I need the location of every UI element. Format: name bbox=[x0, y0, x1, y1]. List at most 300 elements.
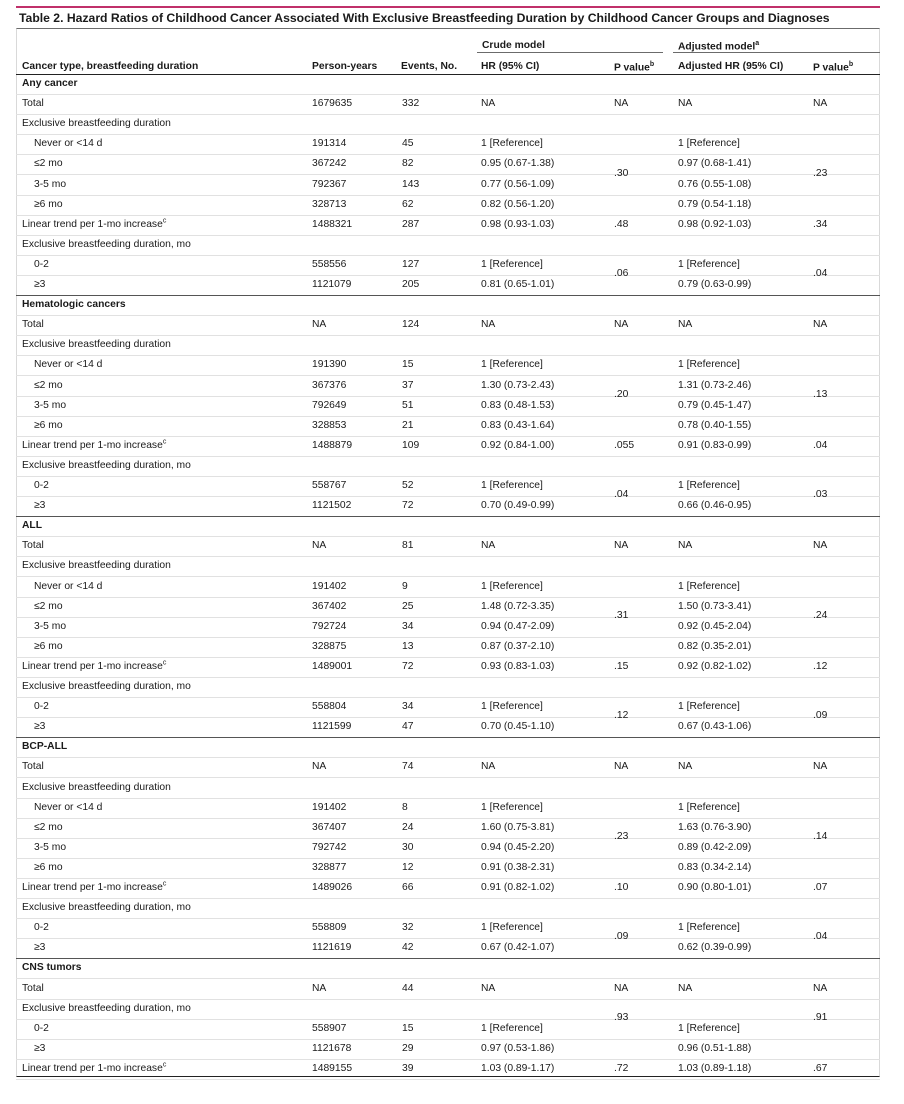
events-cell: 39 bbox=[402, 1062, 414, 1074]
merged-p-value: .06 bbox=[614, 268, 629, 279]
row-label-text: Total bbox=[22, 761, 44, 773]
footnote-marker: c bbox=[162, 438, 167, 446]
table-row bbox=[16, 898, 880, 919]
row-label-text: 0-2 bbox=[34, 480, 49, 491]
person-years-cell: 792649 bbox=[312, 399, 347, 411]
events-cell: 66 bbox=[402, 882, 414, 893]
events-cell: 34 bbox=[402, 701, 414, 713]
row-label bbox=[34, 721, 45, 732]
section-heading bbox=[22, 520, 42, 531]
p-value-cell: .15 bbox=[614, 660, 629, 672]
adjusted-hr-cell: 1.63 (0.76-3.90) bbox=[678, 821, 752, 833]
crude-group-rule bbox=[477, 52, 663, 53]
adjusted-p-value-cell: .04 bbox=[813, 439, 828, 451]
adjusted-hr-cell: 1 [Reference] bbox=[678, 922, 740, 934]
hr-cell: 0.77 (0.56-1.09) bbox=[481, 178, 555, 190]
row-label-text: ≥6 mo bbox=[34, 640, 63, 652]
events-cell: 124 bbox=[402, 319, 420, 331]
table-row bbox=[16, 175, 880, 196]
adjusted-hr-cell: 0.90 (0.80-1.01) bbox=[678, 882, 752, 893]
p-value-cell: NA bbox=[614, 319, 629, 331]
hr-cell: 0.87 (0.37-2.10) bbox=[481, 640, 555, 652]
footnote-marker: c bbox=[162, 1061, 167, 1069]
row-label-text: Linear trend per 1-mo increase bbox=[22, 1062, 163, 1074]
events-cell: 34 bbox=[402, 620, 414, 632]
footnote-marker: c bbox=[162, 217, 167, 225]
row-label bbox=[22, 761, 44, 772]
section-heading bbox=[22, 78, 78, 89]
row-label-text: ≤2 mo bbox=[34, 379, 63, 391]
row-label-text: Never or <14 d bbox=[34, 801, 103, 813]
merged-adjusted-p-value: .24 bbox=[813, 609, 828, 621]
hr-cell: 1.48 (0.72-3.35) bbox=[481, 600, 555, 612]
row-label bbox=[22, 560, 171, 571]
row-label-text: Never or <14 d bbox=[34, 138, 103, 150]
row-label bbox=[34, 1043, 45, 1054]
adjusted-hr-cell: 0.79 (0.54-1.18) bbox=[678, 198, 752, 210]
table-row bbox=[16, 818, 880, 839]
row-label-text: CNS tumors bbox=[22, 962, 82, 974]
row-label bbox=[34, 701, 49, 712]
events-cell: 24 bbox=[402, 821, 414, 833]
p-value-cell: .72 bbox=[614, 1062, 629, 1074]
p-value-cell: .055 bbox=[614, 439, 635, 451]
row-label-text: ≤2 mo bbox=[34, 600, 63, 612]
header-events: Events, No. bbox=[401, 61, 458, 72]
table-row bbox=[16, 456, 880, 477]
row-label bbox=[22, 902, 191, 913]
person-years-cell: 367242 bbox=[312, 158, 347, 170]
person-years-cell: 191390 bbox=[312, 359, 347, 371]
merged-p-value: .20 bbox=[614, 388, 629, 400]
hr-cell: 1 [Reference] bbox=[481, 258, 543, 270]
header-person-years: Person-years bbox=[312, 61, 378, 72]
adjusted-hr-cell: 1 [Reference] bbox=[678, 480, 740, 491]
row-label-text: Total bbox=[22, 319, 44, 331]
adjusted-hr-cell: 0.79 (0.63-0.99) bbox=[678, 279, 752, 290]
row-label-text: Exclusive breastfeeding duration bbox=[22, 118, 171, 130]
person-years-cell: 328875 bbox=[312, 640, 347, 652]
row-label-text: Total bbox=[22, 98, 44, 110]
adjusted-hr-cell: 1.31 (0.73-2.46) bbox=[678, 379, 752, 391]
person-years-cell: 558809 bbox=[312, 922, 347, 934]
merged-adjusted-p-value: .23 bbox=[813, 167, 828, 179]
person-years-cell: 1679635 bbox=[312, 98, 353, 110]
p-value-cell: .10 bbox=[614, 882, 629, 893]
row-label-text: 3-5 mo bbox=[34, 399, 67, 411]
events-cell: 109 bbox=[402, 439, 420, 451]
adjusted-p-value-cell: NA bbox=[813, 761, 828, 773]
row-label bbox=[22, 440, 166, 451]
row-label bbox=[34, 862, 63, 873]
row-label-text: Exclusive breastfeeding duration, mo bbox=[22, 459, 191, 471]
row-label bbox=[22, 239, 191, 250]
events-cell: 30 bbox=[402, 841, 414, 853]
merged-adjusted-p-value: .09 bbox=[813, 710, 828, 722]
adjusted-hr-cell: 0.67 (0.43-1.06) bbox=[678, 721, 752, 733]
row-label-text: ≤2 mo bbox=[34, 158, 63, 170]
person-years-cell: 1121678 bbox=[312, 1042, 352, 1054]
row-label-text: Linear trend per 1-mo increase bbox=[22, 218, 163, 230]
row-label bbox=[34, 158, 63, 169]
adjusted-p-value-cell: NA bbox=[813, 319, 828, 331]
events-cell: 44 bbox=[402, 982, 414, 994]
person-years-cell: 558767 bbox=[312, 480, 347, 491]
adjusted-group-rule bbox=[673, 52, 880, 53]
header-cancer-type: Cancer type, breastfeeding duration bbox=[22, 61, 199, 72]
row-label bbox=[22, 319, 44, 330]
adjusted-hr-cell: 0.98 (0.92-1.03) bbox=[678, 218, 752, 230]
table-row bbox=[16, 938, 880, 959]
row-label-text: Hematologic cancers bbox=[22, 299, 126, 311]
person-years-cell: 1121619 bbox=[312, 942, 352, 954]
table-row bbox=[16, 858, 880, 879]
person-years-cell: 328877 bbox=[312, 861, 347, 873]
person-years-cell: NA bbox=[312, 982, 327, 994]
row-label-text: Linear trend per 1-mo increase bbox=[22, 439, 163, 451]
table-row bbox=[16, 516, 880, 537]
row-label bbox=[22, 661, 166, 672]
adjusted-hr-cell: 0.62 (0.39-0.99) bbox=[678, 942, 752, 954]
table-row bbox=[16, 637, 880, 658]
adjusted-hr-cell: 0.66 (0.46-0.95) bbox=[678, 500, 752, 512]
events-cell: 72 bbox=[402, 500, 414, 512]
events-cell: 37 bbox=[402, 379, 414, 391]
hr-cell: 1.60 (0.75-3.81) bbox=[481, 821, 555, 833]
row-label-text: Total bbox=[22, 540, 44, 552]
events-cell: 25 bbox=[402, 600, 414, 612]
table-row bbox=[16, 536, 880, 557]
table-row bbox=[16, 416, 880, 437]
table-row bbox=[16, 757, 880, 778]
hr-cell: NA bbox=[481, 540, 496, 552]
adjusted-hr-cell: 1 [Reference] bbox=[678, 359, 740, 371]
person-years-cell: 1121599 bbox=[312, 721, 352, 733]
table-row bbox=[16, 376, 880, 397]
row-label bbox=[22, 219, 166, 230]
person-years-cell: 191314 bbox=[312, 138, 347, 150]
person-years-cell: 1121502 bbox=[312, 500, 352, 512]
events-cell: 47 bbox=[402, 721, 414, 733]
person-years-cell: 1121079 bbox=[312, 279, 352, 290]
adjusted-hr-cell: NA bbox=[678, 319, 693, 331]
merged-p-value: .04 bbox=[614, 489, 629, 501]
hr-cell: NA bbox=[481, 761, 496, 773]
table-row bbox=[16, 315, 880, 336]
hr-cell: 0.82 (0.56-1.20) bbox=[481, 198, 555, 210]
table-row bbox=[16, 958, 880, 979]
row-label bbox=[22, 1003, 191, 1014]
table-row bbox=[16, 335, 880, 356]
events-cell: 81 bbox=[402, 540, 414, 552]
header-adjusted-model: Adjusted model$^a$ bbox=[678, 40, 760, 53]
adjusted-hr-cell: 0.79 (0.45-1.47) bbox=[678, 399, 752, 411]
adjusted-hr-cell: 0.91 (0.83-0.99) bbox=[678, 439, 752, 451]
hr-cell: 1 [Reference] bbox=[481, 701, 543, 713]
person-years-cell: 328713 bbox=[312, 198, 347, 210]
adjusted-p-value-cell: .34 bbox=[813, 218, 828, 230]
row-label-text: ≥6 mo bbox=[34, 419, 63, 431]
row-label bbox=[22, 681, 191, 692]
events-cell: 9 bbox=[402, 580, 408, 592]
adjusted-hr-cell: 0.76 (0.55-1.08) bbox=[678, 178, 752, 190]
table-row bbox=[16, 979, 880, 1000]
merged-adjusted-p-value: .13 bbox=[813, 388, 828, 400]
hr-cell: 0.93 (0.83-1.03) bbox=[481, 660, 555, 672]
events-cell: 45 bbox=[402, 138, 414, 150]
row-label-text: 3-5 mo bbox=[34, 620, 67, 632]
hr-cell: 0.67 (0.42-1.07) bbox=[481, 942, 555, 954]
row-label bbox=[34, 581, 102, 592]
row-label bbox=[34, 942, 45, 953]
hr-cell: 1 [Reference] bbox=[481, 359, 543, 371]
hr-cell: 1 [Reference] bbox=[481, 1022, 543, 1034]
adjusted-hr-cell: 1 [Reference] bbox=[678, 801, 740, 813]
hr-cell: 0.91 (0.82-1.02) bbox=[481, 882, 555, 893]
table-row bbox=[16, 355, 880, 376]
person-years-cell: 558556 bbox=[312, 258, 347, 270]
row-label bbox=[34, 359, 102, 370]
p-value-cell: .48 bbox=[614, 218, 629, 230]
events-cell: 51 bbox=[402, 399, 414, 411]
person-years-cell: 191402 bbox=[312, 801, 347, 813]
table-row bbox=[16, 1059, 880, 1080]
person-years-cell: 1488879 bbox=[312, 439, 353, 451]
adjusted-hr-cell: 0.92 (0.82-1.02) bbox=[678, 660, 752, 672]
header-hr: HR (95% CI) bbox=[481, 61, 540, 72]
row-label bbox=[34, 279, 45, 290]
events-cell: 143 bbox=[402, 178, 420, 190]
events-cell: 21 bbox=[402, 419, 414, 431]
events-cell: 8 bbox=[402, 801, 408, 813]
adjusted-hr-cell: 0.97 (0.68-1.41) bbox=[678, 158, 752, 170]
table-row bbox=[16, 717, 880, 738]
adjusted-hr-cell: 0.92 (0.45-2.04) bbox=[678, 620, 752, 632]
adjusted-hr-cell: 0.89 (0.42-2.09) bbox=[678, 841, 752, 853]
footnote-marker: c bbox=[162, 880, 167, 888]
table-row bbox=[16, 235, 880, 256]
hr-cell: 1 [Reference] bbox=[481, 480, 543, 491]
table-row bbox=[16, 295, 880, 316]
row-label bbox=[22, 782, 171, 793]
hr-cell: 1.30 (0.73-2.43) bbox=[481, 379, 555, 391]
person-years-cell: 191402 bbox=[312, 580, 347, 592]
merged-adjusted-p-value: .91 bbox=[813, 1011, 828, 1023]
person-years-cell: 558804 bbox=[312, 701, 347, 713]
hr-cell: 0.70 (0.49-0.99) bbox=[481, 500, 555, 512]
events-cell: 205 bbox=[402, 279, 420, 290]
table-row bbox=[16, 597, 880, 618]
p-value-cell: NA bbox=[614, 98, 629, 110]
events-cell: 29 bbox=[402, 1042, 414, 1054]
adjusted-hr-cell: 1.50 (0.73-3.41) bbox=[678, 600, 752, 612]
merged-adjusted-p-value: .04 bbox=[813, 268, 828, 279]
adjusted-hr-cell: 1.03 (0.89-1.18) bbox=[678, 1062, 752, 1074]
row-label-text: 0-2 bbox=[34, 922, 49, 934]
person-years-cell: 558907 bbox=[312, 1022, 347, 1034]
events-cell: 332 bbox=[402, 98, 420, 110]
adjusted-p-value-cell: NA bbox=[813, 540, 828, 552]
table-row bbox=[16, 476, 880, 497]
table-row bbox=[16, 677, 880, 698]
person-years-cell: 1488321 bbox=[312, 218, 353, 230]
table-row bbox=[16, 657, 880, 678]
section-heading bbox=[22, 962, 82, 973]
table-row bbox=[16, 918, 880, 939]
row-label bbox=[34, 922, 49, 933]
adjusted-p-value-cell: .07 bbox=[813, 882, 828, 893]
person-years-cell: NA bbox=[312, 319, 327, 331]
row-label bbox=[22, 98, 44, 109]
person-years-cell: NA bbox=[312, 761, 327, 773]
table-row bbox=[16, 396, 880, 417]
table-row bbox=[16, 94, 880, 115]
row-label-text: Exclusive breastfeeding duration, mo bbox=[22, 902, 191, 914]
adjusted-hr-cell: 1 [Reference] bbox=[678, 701, 740, 713]
adjusted-hr-cell: 1 [Reference] bbox=[678, 1022, 740, 1034]
row-label-text: 3-5 mo bbox=[34, 178, 67, 190]
person-years-cell: 367407 bbox=[312, 821, 347, 833]
merged-p-value: .09 bbox=[614, 931, 629, 943]
adjusted-hr-cell: NA bbox=[678, 982, 693, 994]
row-label-text: ≥6 mo bbox=[34, 198, 63, 210]
adjusted-hr-cell: 1 [Reference] bbox=[678, 258, 740, 270]
merged-p-value: .12 bbox=[614, 710, 629, 722]
table-row bbox=[16, 838, 880, 859]
events-cell: 42 bbox=[402, 942, 414, 954]
events-cell: 15 bbox=[402, 1022, 414, 1034]
person-years-cell: 1489026 bbox=[312, 882, 353, 893]
row-label-text: 0-2 bbox=[34, 701, 49, 713]
person-years-cell: 328853 bbox=[312, 419, 347, 431]
row-label bbox=[34, 802, 102, 813]
header-p-value: P value$^b$ bbox=[614, 61, 655, 74]
row-label-text: ≥3 bbox=[34, 721, 46, 733]
hr-cell: NA bbox=[481, 319, 496, 331]
row-label bbox=[34, 621, 66, 632]
row-label-text: ≥3 bbox=[34, 1042, 46, 1054]
hr-cell: 0.95 (0.67-1.38) bbox=[481, 158, 555, 170]
title-accent-rule bbox=[16, 6, 880, 8]
hr-cell: 0.70 (0.45-1.10) bbox=[481, 721, 555, 733]
merged-adjusted-p-value: .04 bbox=[813, 931, 828, 943]
hr-cell: 1 [Reference] bbox=[481, 580, 543, 592]
row-label-text: Any cancer bbox=[22, 78, 78, 89]
row-label-text: Linear trend per 1-mo increase bbox=[22, 660, 163, 672]
table-row bbox=[16, 195, 880, 216]
hr-cell: NA bbox=[481, 98, 496, 110]
events-cell: 15 bbox=[402, 359, 414, 371]
events-cell: 287 bbox=[402, 218, 420, 230]
events-cell: 127 bbox=[402, 258, 420, 270]
row-label-text: Exclusive breastfeeding duration, mo bbox=[22, 238, 191, 250]
adjusted-hr-cell: NA bbox=[678, 98, 693, 110]
table-row bbox=[16, 436, 880, 457]
table-row bbox=[16, 878, 880, 899]
header-adjusted-p-value: P value$^b$ bbox=[813, 61, 854, 74]
row-label bbox=[34, 500, 45, 511]
hr-cell: 1 [Reference] bbox=[481, 922, 543, 934]
section-heading bbox=[22, 299, 126, 310]
row-label-text: Exclusive breastfeeding duration, mo bbox=[22, 681, 191, 692]
row-label bbox=[34, 420, 63, 431]
p-value-cell: NA bbox=[614, 982, 629, 994]
row-label bbox=[34, 842, 66, 853]
merged-adjusted-p-value: .03 bbox=[813, 489, 828, 501]
adjusted-p-value-cell: NA bbox=[813, 982, 828, 994]
merged-p-value: .31 bbox=[614, 609, 629, 621]
row-label bbox=[34, 822, 63, 833]
hr-cell: 0.83 (0.48-1.53) bbox=[481, 399, 555, 411]
row-label bbox=[22, 339, 171, 350]
merged-adjusted-p-value: .14 bbox=[813, 830, 828, 842]
row-label bbox=[34, 400, 66, 411]
table-row bbox=[16, 134, 880, 155]
hr-cell: NA bbox=[481, 982, 496, 994]
adjusted-hr-cell: NA bbox=[678, 761, 693, 773]
events-cell: 32 bbox=[402, 922, 414, 934]
person-years-cell: 1489155 bbox=[312, 1062, 353, 1074]
row-label bbox=[22, 882, 166, 893]
table-row bbox=[16, 74, 880, 95]
table-row bbox=[16, 496, 880, 517]
row-label-text: Exclusive breastfeeding duration, mo bbox=[22, 1002, 191, 1014]
merged-p-value: .93 bbox=[614, 1011, 629, 1023]
row-label bbox=[34, 138, 102, 149]
row-label bbox=[22, 1063, 166, 1074]
events-cell: 62 bbox=[402, 198, 414, 210]
section-heading bbox=[22, 741, 67, 752]
row-label-text: Never or <14 d bbox=[34, 580, 103, 592]
p-value-cell: NA bbox=[614, 761, 629, 773]
footnote-marker: c bbox=[162, 659, 167, 667]
events-cell: 52 bbox=[402, 480, 414, 491]
table-title: Table 2. Hazard Ratios of Childhood Cancer Associated With Exclusive Breastfeeding Duration by Childhood Cancer Groups and Diagnoses bbox=[19, 11, 830, 25]
table-row bbox=[16, 577, 880, 598]
hr-cell: 0.91 (0.38-2.31) bbox=[481, 861, 555, 873]
person-years-cell: NA bbox=[312, 540, 327, 552]
row-label bbox=[34, 259, 49, 270]
merged-p-value: .30 bbox=[614, 167, 629, 179]
table-row bbox=[16, 1019, 880, 1040]
row-label-text: Exclusive breastfeeding duration bbox=[22, 560, 171, 572]
row-label-text: ≤2 mo bbox=[34, 821, 63, 833]
person-years-cell: 367376 bbox=[312, 379, 347, 391]
adjusted-hr-cell: 0.78 (0.40-1.55) bbox=[678, 419, 752, 431]
adjusted-hr-cell: 1 [Reference] bbox=[678, 138, 740, 150]
hr-cell: 0.94 (0.45-2.20) bbox=[481, 841, 555, 853]
hr-cell: 1 [Reference] bbox=[481, 801, 543, 813]
table-row bbox=[16, 798, 880, 819]
row-label-text: Exclusive breastfeeding duration bbox=[22, 781, 171, 793]
person-years-cell: 367402 bbox=[312, 600, 347, 612]
row-label bbox=[34, 641, 63, 652]
adjusted-hr-cell: 0.96 (0.51-1.88) bbox=[678, 1042, 752, 1054]
row-label bbox=[22, 983, 44, 994]
hr-cell: 0.97 (0.53-1.86) bbox=[481, 1042, 555, 1054]
row-label-text: 0-2 bbox=[34, 1022, 49, 1034]
table-row bbox=[16, 737, 880, 758]
table-row bbox=[16, 255, 880, 276]
row-label-text: BCP-ALL bbox=[22, 741, 68, 753]
hr-cell: 0.92 (0.84-1.00) bbox=[481, 439, 555, 451]
row-label-text: ≥3 bbox=[34, 942, 46, 954]
row-label-text: 3-5 mo bbox=[34, 841, 67, 853]
table-row bbox=[16, 154, 880, 175]
adjusted-p-value-cell: .12 bbox=[813, 660, 828, 672]
person-years-cell: 1489001 bbox=[312, 660, 353, 672]
row-label-text: Total bbox=[22, 982, 44, 994]
